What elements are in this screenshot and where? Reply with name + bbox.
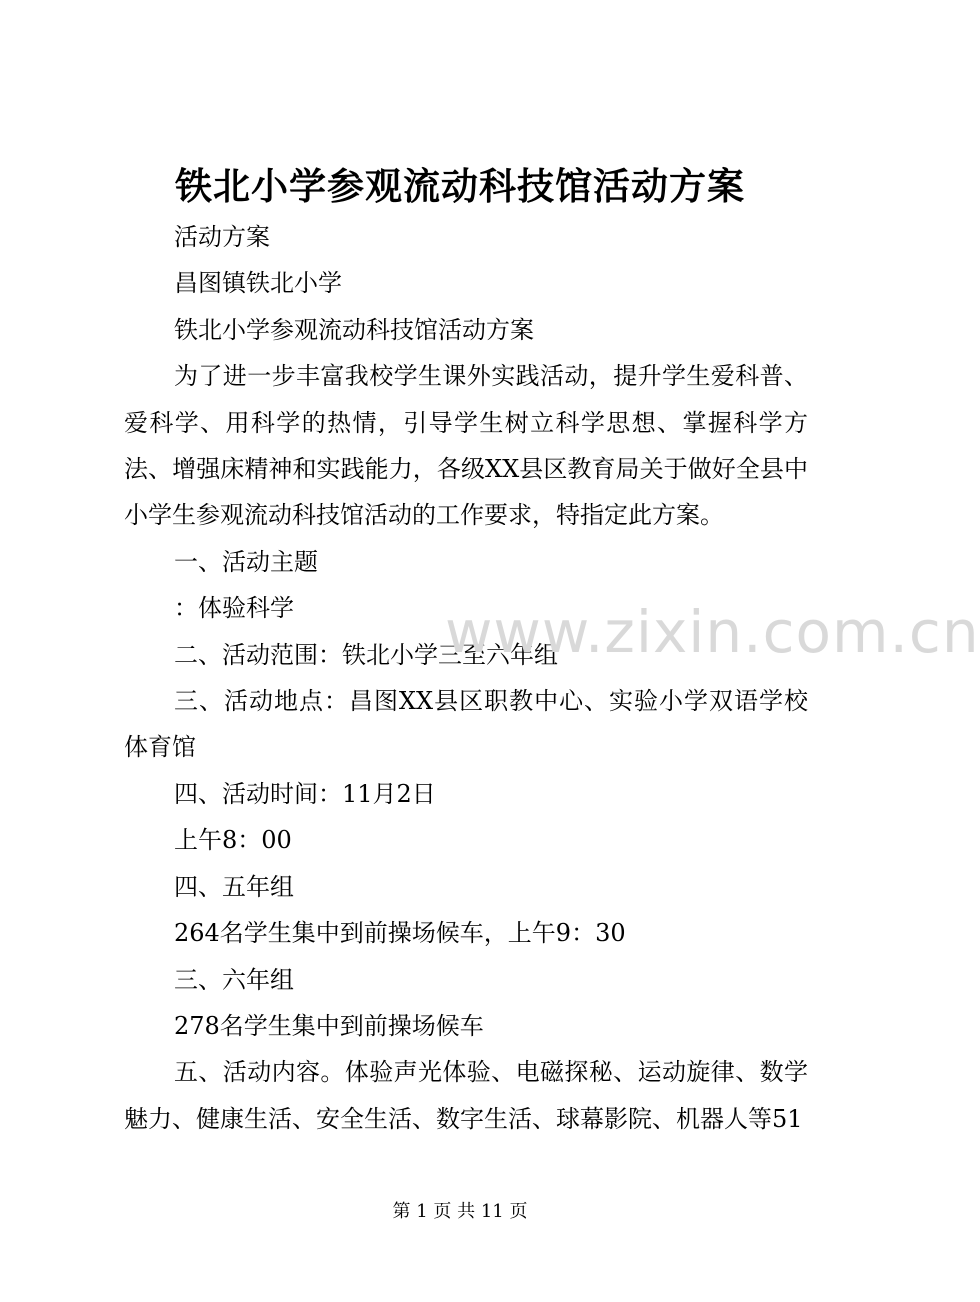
paragraph: 278名学生集中到前操场候车 [174, 1011, 484, 1040]
paragraph: 铁北小学参观流动科技馆活动方案 [174, 315, 534, 344]
paragraph: 昌图镇铁北小学 [174, 269, 342, 298]
paragraph: 二、活动范围：铁北小学三至六年组 [174, 640, 558, 669]
paragraph: 上午8：00 [174, 826, 292, 855]
paragraph: 一、活动主题 [174, 547, 318, 576]
paragraph: 三、六年组 [174, 965, 294, 994]
document-body [124, 214, 808, 1142]
paragraph: 三、活动地点：昌图XX县区职教中心、实验小学双语学校体育馆 [124, 687, 808, 762]
paragraph: 264名学生集中到前操场候车，上午9：30 [174, 919, 626, 948]
watermark: www.zixin.com.cn [445, 598, 980, 666]
paragraph: 为了进一步丰富我校学生课外实践活动，提升学生爱科普、爱科学、用科学的热情，引导学生树立科学思想、掌握科学方法、增强床精神和实践能力，各级XX县区教育局关于做好全县中小学生参观流动科技馆活动的工作要求，特指定此方案。 [124, 362, 808, 530]
paragraph: 四、活动时间：11月2日 [174, 779, 436, 808]
paragraph: 活动方案 [174, 223, 270, 251]
page-footer: 第 1 页 共 11 页 [392, 1201, 528, 1222]
paragraph: 四、五年组 [174, 872, 294, 901]
document-title: 铁北小学参观流动科技馆活动方案 [175, 164, 745, 208]
paragraph: 五、活动内容。体验声光体验、电磁探秘、运动旋律、数学魅力、健康生活、安全生活、数字生活、球幕影院、机器人等51 [124, 1058, 808, 1133]
paragraph: ：体验科学 [174, 594, 294, 623]
